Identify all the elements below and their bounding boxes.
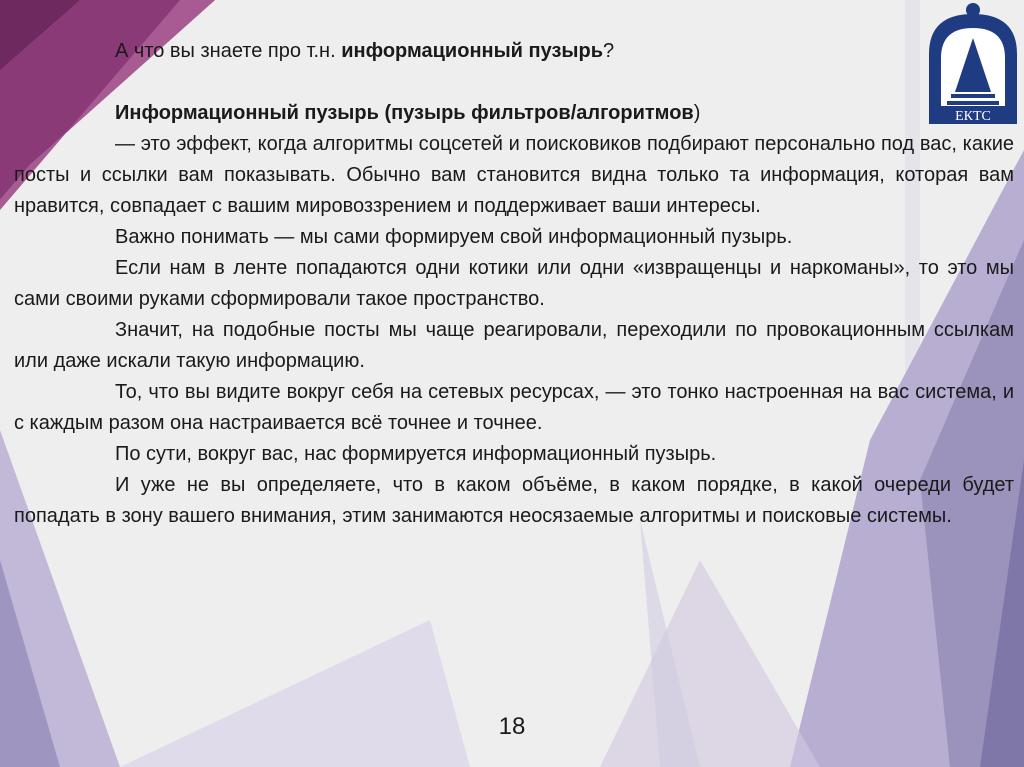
- slide-body: [14, 36, 1014, 532]
- definition-term: Информационный пузырь (пузырь фильтров/алгоритмов): [115, 102, 701, 124]
- question-suffix: ?: [603, 40, 615, 62]
- paragraph-4: То, что вы видите вокруг себя на сетевых ресурсах, — это тонко настроенная на вас система, и с каждым разом она настраивается всё точнее и точнее.: [14, 381, 1014, 434]
- question-highlight: информационный пузырь: [341, 40, 604, 62]
- question-prefix: А что вы знаете про т.н.: [115, 40, 342, 62]
- paragraph-5: По сути, вокруг вас, нас формируется информационный пузырь.: [115, 443, 717, 465]
- paragraph-1: Важно понимать — мы сами формируем свой информационный пузырь.: [115, 226, 793, 248]
- definition-text: — это эффект, когда алгоритмы соцсетей и поисковиков подбирают персонально под вас, какие посты и ссылки вам показывать. Обычно вам становится видна только та информация, которая вам нравится, совпадает с вашим мировоззрением и поддерживает ваши интересы.: [14, 133, 1014, 217]
- page-number: 18: [498, 713, 526, 740]
- question-line: [14, 36, 1014, 67]
- paragraph-6: И уже не вы определяете, что в каком объёме, в каком порядке, в какой очереди будет попадать в зону вашего внимания, этим занимаются неосязаемые алгоритмы и поисковые системы.: [14, 474, 1014, 527]
- paragraph-3: Значит, на подобные посты мы чаще реагировали, переходили по провокационным ссылкам или даже искали такую информацию.: [14, 319, 1014, 372]
- logo-text: ЕКТС: [955, 109, 991, 124]
- paragraph-2: Если нам в ленте попадаются одни котики или одни «извращенцы и наркоманы», то это мы сами своими руками сформировали такое пространство.: [14, 257, 1014, 310]
